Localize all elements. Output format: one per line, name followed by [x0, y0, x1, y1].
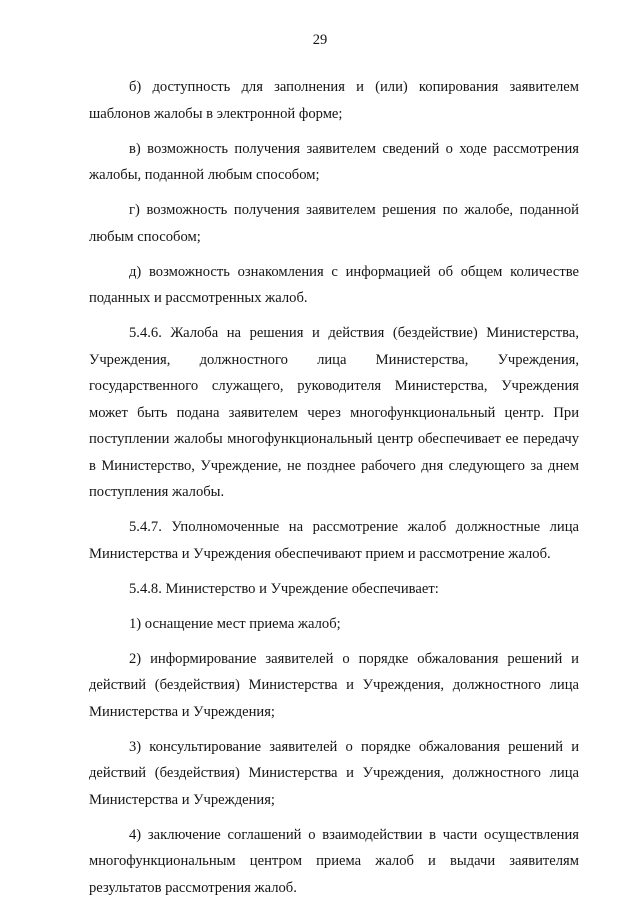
paragraph-5-4-6: 5.4.6. Жалоба на решения и действия (бездействие) Министерства, Учреждения, должностного лица Министерства, Учреждения, государственного служащего, руководителя Министерства, Учреждения может быть подана заявителем через многофункциональный центр. При поступлении жалобы многофункциональный центр обеспечивает ее передачу в Министерство, Учреждение, не позднее рабочего дня следующего за днем поступления жалобы. — [89, 325, 579, 500]
list-item-4: 4) заключение соглашений о взаимодействии в части осуществления многофункциональным центром приема жалоб и выдачи заявителям результатов рассмотрения жалоб. — [89, 826, 579, 896]
paragraph-item-d: д) возможность ознакомления с информацией об общем количестве поданных и рассмотренных жалоб. — [89, 263, 579, 306]
paragraph-5-4-7: 5.4.7. Уполномоченные на рассмотрение жалоб должностные лица Министерства и Учреждения обеспечивают прием и рассмотрение жалоб. — [89, 519, 579, 562]
paragraph-5-4-8: 5.4.8. Министерство и Учреждение обеспечивает: — [129, 580, 439, 597]
paragraph-item-v: в) возможность получения заявителем сведений о ходе рассмотрения жалобы, поданной любым способом; — [89, 140, 579, 183]
paragraph-item-g: г) возможность получения заявителем решения по жалобе, поданной любым способом; — [89, 202, 579, 245]
paragraph-item-b: б) доступность для заполнения и (или) копирования заявителем шаблонов жалобы в электронной форме; — [89, 79, 579, 122]
list-item-1: 1) оснащение мест приема жалоб; — [129, 615, 341, 632]
page-number: 29 — [312, 32, 328, 48]
list-item-2: 2) информирование заявителей о порядке обжалования решений и действий (бездействия) Министерства и Учреждения, должностного лица Министерства и Учреждения; — [89, 650, 579, 720]
list-item-3: 3) консультирование заявителей о порядке обжалования решений и действий (бездействия) Министерства и Учреждения, должностного лица Министерства и Учреждения; — [89, 738, 579, 808]
document-body — [89, 74, 579, 910]
